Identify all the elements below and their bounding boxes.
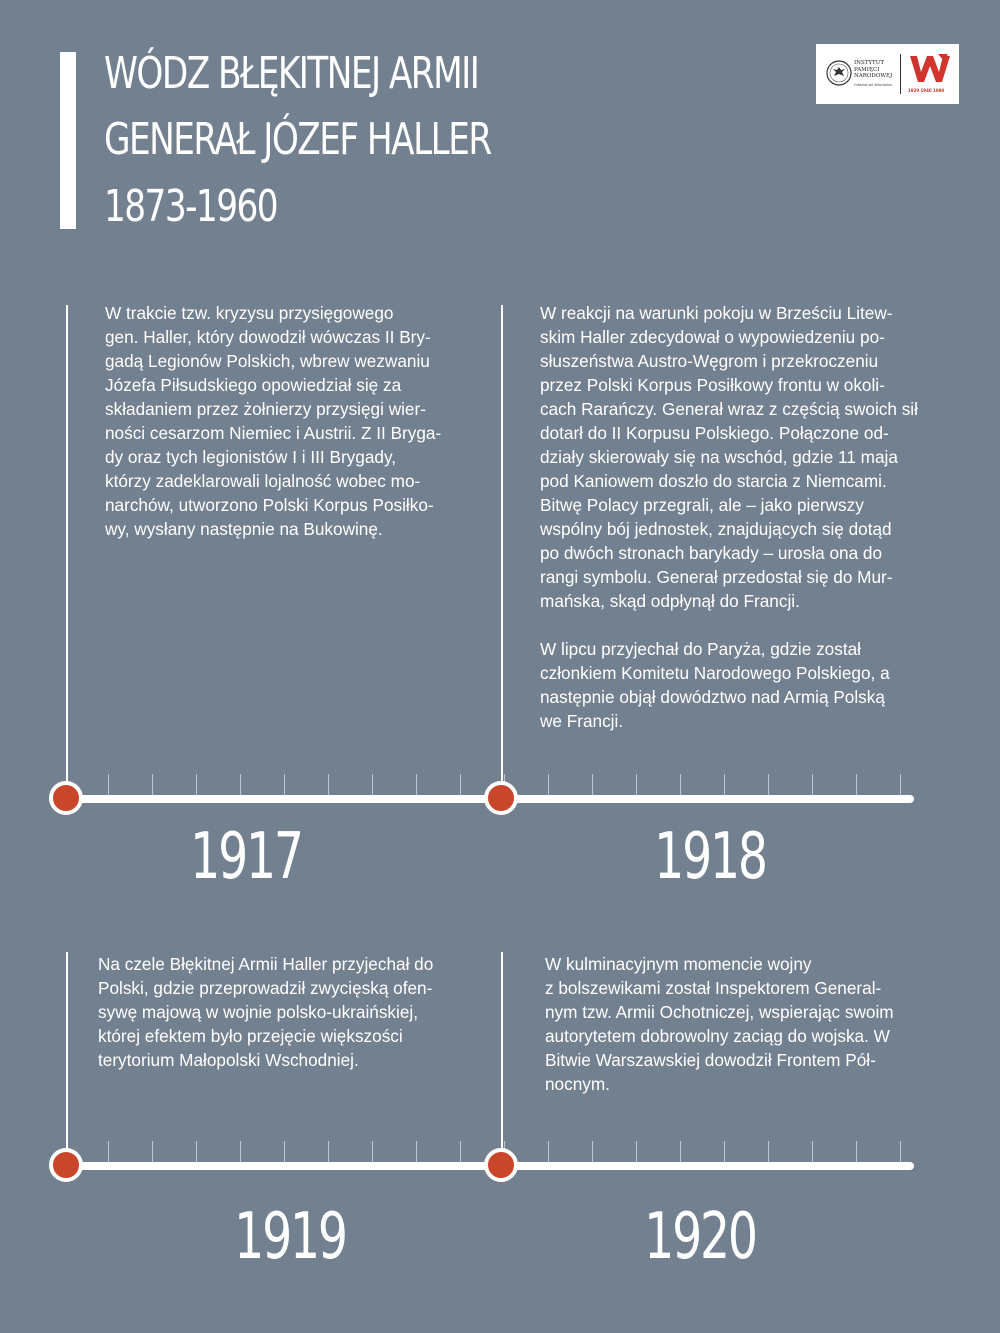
timeline-tick: [372, 1141, 373, 1163]
timeline-tick: [196, 1141, 197, 1163]
year-label-1918: 1918: [654, 820, 766, 894]
timeline-tick: [592, 774, 593, 796]
timeline-tick: [768, 1141, 769, 1163]
timeline-tick: [636, 774, 637, 796]
timeline-tick: [548, 774, 549, 796]
timeline-tick: [416, 1141, 417, 1163]
timeline-tick: [724, 1141, 725, 1163]
eagle-seal-icon: [826, 60, 852, 86]
title-accent-bar: [60, 52, 76, 229]
timeline-tick: [900, 1141, 901, 1163]
year-label-1919: 1919: [234, 1200, 346, 1274]
timeline-tick: [284, 774, 285, 796]
page-title-line-1: WÓDZ BŁĘKITNEJ ARMII: [104, 48, 479, 99]
timeline-stem-1919: [66, 952, 68, 1167]
timeline-tick: [636, 1141, 637, 1163]
timeline-marker-1917: [49, 781, 83, 815]
logo-divider: [900, 54, 901, 94]
timeline-tick: [152, 1141, 153, 1163]
timeline-tick: [460, 1141, 461, 1163]
timeline-tick: [152, 774, 153, 796]
year-label-1920: 1920: [644, 1200, 756, 1274]
timeline-tick: [680, 1141, 681, 1163]
timeline-tick: [900, 774, 901, 796]
timeline-tick: [196, 774, 197, 796]
logo-years: 1920 1940 1980: [908, 88, 945, 93]
timeline-tick: [372, 774, 373, 796]
timeline-tick: [680, 774, 681, 796]
timeline-tick: [768, 774, 769, 796]
year-label-1917: 1917: [190, 820, 302, 894]
event-text-1919: Na czele Błękitnej Armii Haller przyjechał do Polski, gdzie przeprowadził zwycięską ofen- sywę majową w wojnie polsko-ukraińskiej, której efektem było przejęcie większości terytorium Małopolski Wschodniej.: [98, 954, 434, 1070]
event-text-1920: W kulminacyjnym momencie wojny z bolszewikami został Inspektorem General- nym tzw. Armii Ochotniczej, wspierając swoim autorytetem dobrowolny zaciąg do wojska. W Bitwie Warszawskiej dowodził Frontem Pół- nocnym.: [545, 954, 894, 1094]
timeline-stem-1920: [501, 952, 503, 1167]
ipn-logo: [816, 44, 959, 104]
timeline-tick: [108, 1141, 109, 1163]
page-title-line-2: GENERAŁ JÓZEF HALLER: [104, 114, 491, 165]
timeline-tick: [416, 774, 417, 796]
timeline-stem-1918: [501, 305, 503, 800]
timeline-stem-1917: [66, 305, 68, 800]
timeline-marker-1919: [49, 1148, 83, 1182]
timeline-tick: [812, 1141, 813, 1163]
timeline-tick: [460, 774, 461, 796]
timeline-tick: [328, 1141, 329, 1163]
event-text-1917: W trakcie tzw. kryzysu przysięgowego gen. Haller, który dowodził wówczas II Bry- gadą Legionów Polskich, wbrew wezwaniu Józefa Piłsudskiego opowiedział się za składaniem przez żołnierzy przysięgi wier- ności cesarzom Niemiec i Austrii. Z II Bryga- dy oraz tych legionistów I i III Brygady, którzy zadeklarowali lojalność wobec mo- narchów, utworzono Polski Korpus Posiłko- wy, wysłany następnie na Bukowinę.: [105, 303, 442, 539]
event-text-1918: W reakcji na warunki pokoju w Brześciu Litew- skim Haller zdecydował o wypowiedzeniu po- słuszeństwa Austro-Węgrom i przekroczeniu przez Polski Korpus Posiłkowy frontu w okoli- cach Rarańczy. Generał wraz z częścią swoich sił dotarł do II Korpusu Polskiego. Połączone od- działy skierowały się na wschód, gdzie 11 maja pod Kaniowem doszło do starcia z Niemcami. Bitwę Polacy przegrali, ale – jako pierwszy wspólny bój jednostek, znajdujących się dotąd po dwóch stronach barykady – urosła ona do rangi symbolu. Generał przedostał się do Mur- mańska, skąd odpłynął do Francji. W lipcu przyjechał do Paryża, gdzie został członkiem Komitetu Narodowego Polskiego, a następnie objął dowództwo nad Armią Polską we Francji.: [540, 303, 918, 731]
timeline-tick: [284, 1141, 285, 1163]
ipn-name: INSTYTUT PAMIĘCI NARODOWEJ: [854, 60, 893, 79]
timeline-marker-1920: [484, 1148, 518, 1182]
timeline-tick: [856, 1141, 857, 1163]
timeline-tick: [724, 774, 725, 796]
timeline-tick: [548, 1141, 549, 1163]
timeline-tick: [328, 774, 329, 796]
timeline-marker-1918: [484, 781, 518, 815]
page-title-dates: 1873-1960: [104, 181, 278, 232]
timeline-tick: [240, 1141, 241, 1163]
timeline-tick: [812, 774, 813, 796]
timeline-tick: [240, 774, 241, 796]
timeline-tick: [108, 774, 109, 796]
w-anniversary-icon: [908, 52, 952, 86]
ipn-branch: Oddział we Wrocławiu: [854, 83, 893, 87]
timeline-tick: [856, 774, 857, 796]
timeline-tick: [592, 1141, 593, 1163]
